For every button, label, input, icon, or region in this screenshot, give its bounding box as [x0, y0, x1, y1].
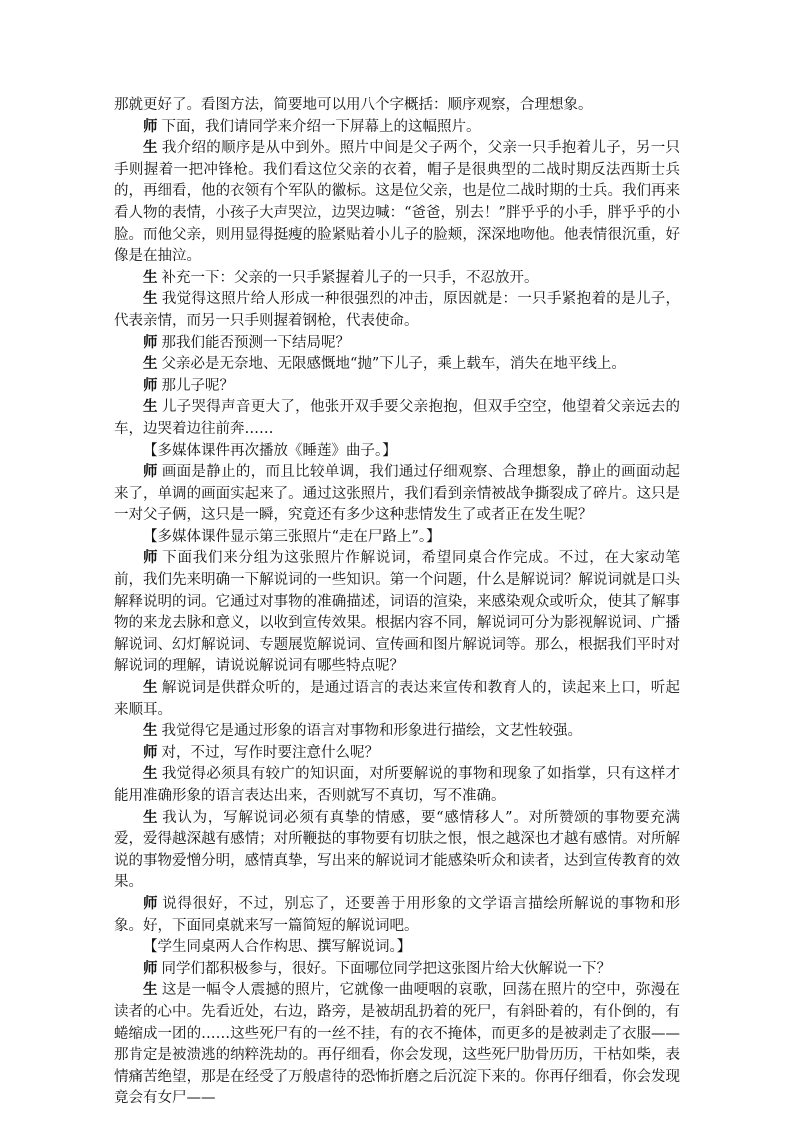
speaker-label: 生: [143, 140, 158, 157]
speaker-label: 生: [143, 399, 158, 416]
speaker-label: 师: [143, 895, 159, 912]
dialogue-paragraph: [114, 117, 680, 139]
paragraph-text: 儿子哭得声音更大了，他张开双手要父亲抱抱，但双手空空，他望着父亲远去的车，边哭着边往前奔……: [114, 399, 681, 437]
dialogue-paragraph: [114, 721, 680, 743]
speaker-label: 师: [143, 464, 158, 481]
dialogue-paragraph: [114, 764, 680, 807]
speaker-label: 师: [143, 744, 158, 761]
paragraph-text: 我觉得它是通过形象的语言对事物和形象进行描绘，文艺性较强。: [161, 723, 582, 740]
speaker-label: 师: [143, 550, 159, 567]
stage-note-paragraph: [114, 441, 680, 463]
paragraph-text: 那我们能否预测一下结局呢？: [161, 334, 350, 351]
speaker-label: 生: [143, 680, 158, 697]
paragraph-text: 【多媒体课件显示第三张照片“走在尸路上”。】: [143, 528, 441, 545]
speaker-label: 生: [143, 269, 158, 286]
speaker-label: 师: [143, 118, 158, 135]
dialogue-paragraph: [114, 95, 680, 117]
paragraph-text: 父亲必是无奈地、无限感慨地“抛”下儿子，乘上载车，消失在地平线上。: [161, 356, 626, 373]
dialogue-paragraph: [114, 808, 680, 894]
paragraph-text: 对，不过，写作时要注意什么呢？: [161, 744, 379, 761]
paragraph-text: 我觉得必须具有较广的知识面，对所要解说的事物和现象了如指掌，只有这样才能用准确形象的语言表达出来，否则就写不真切，写不准确。: [114, 766, 681, 804]
paragraph-text: 我介绍的顺序是从中到外。照片中间是父子两个，父亲一只手抱着儿子，另一只手则握着一把冲锋枪。我们看这位父亲的衣着，帽子是很典型的二战时期反法西斯士兵的，再细看，他的衣领有个军队的徽标。这是位父亲，也是位二战时期的士兵。我们再来看人物的表情，小孩子大声哭泣，边哭边喊：“爸爸，别去！”胖乎乎的小手，胖乎乎的小脸。而他父亲，则用显得挺瘦的脸紧贴着小儿子的脸颊，深深地吻他。他表情很沉重，好像是在抽泣。: [114, 140, 681, 265]
paragraph-text: 我觉得这照片给人形成一种很强烈的冲击，原因就是：一只手紧抱着的是儿子，代表亲情，而另一只手则握着钢枪，代表使命。: [114, 291, 681, 329]
dialogue-paragraph: [114, 138, 680, 268]
speaker-label: 生: [143, 809, 159, 826]
speaker-label: 生: [143, 982, 158, 999]
dialogue-paragraph: [114, 678, 680, 721]
paragraph-text: 那就更好了。看图方法，简要地可以用八个字概括：顺序观察，合理想象。: [114, 97, 593, 113]
dialogue-paragraph: [114, 959, 680, 981]
stage-note-paragraph: [114, 527, 680, 549]
paragraph-text: 补充一下：父亲的一只手紧握着儿子的一只手，不忍放开。: [161, 269, 539, 286]
dialogue-paragraph: [114, 894, 680, 937]
speaker-label: 师: [143, 960, 158, 977]
paragraph-text: 下面，我们请同学来介绍一下屏幕上的这幅照片。: [161, 118, 481, 135]
speaker-label: 生: [143, 766, 158, 783]
paragraph-text: 下面我们来分组为这张照片作解说词，希望同桌合作完成。不过，在大家动笔前，我们先来明确一下解说词的一些知识。第一个问题，什么是解说词？解说词就是口头解释说明的词。它通过对事物的准确描述，词语的渲染，来感染观众或听众，使其了解事物的来龙去脉和意义，以收到宣传效果。根据内容不同，解说词可分为影视解说词、广播解说词、幻灯解说词、专题展览解说词、宣传画和图片解说词等。那么，根据我们平时对解说词的理解，请说说解说词有哪些特点呢？: [114, 550, 680, 675]
paragraph-text: 解说词是供群众听的，是通过语言的表达来宣传和教育人的，读起来上口，听起来顺耳。: [114, 680, 681, 718]
dialogue-paragraph: [114, 354, 680, 376]
dialogue-paragraph: [114, 268, 680, 290]
stage-note-paragraph: [114, 937, 680, 959]
dialogue-paragraph: [114, 376, 680, 398]
speaker-label: 生: [143, 356, 158, 373]
paragraph-text: 【多媒体课件再次播放《睡莲》曲子。】: [143, 442, 397, 459]
speaker-label: 师: [143, 377, 158, 394]
dialogue-paragraph: [114, 397, 680, 440]
dialogue-paragraph: [114, 548, 680, 678]
speaker-label: 生: [143, 723, 158, 740]
paragraph-text: 【学生同桌两人合作构思、撰写解说词。】: [143, 939, 412, 956]
paragraph-text: 画面是静止的，而且比较单调，我们通过仔细观察、合理想象，静止的画面动起来了，单调的画面实起来了。通过这张照片，我们看到亲情被战争撕裂成了碎片。这只是一对父子俩，这只是一瞬，究竟还有多少这种悲情发生了或者正在发生呢？: [114, 464, 681, 524]
document-page: [114, 95, 680, 1110]
paragraph-text: 我认为，写解说词必须有真挚的情感，要“感情移人”。对所赞颂的事物要充满爱，爱得越深越有感情；对所鞭挞的事物要有切肤之恨，恨之越深也才越有感情。对所解说的事物爱憎分明，感情真挚，写出来的解说词才能感染听众和读者，达到宣传教育的效果。: [114, 809, 681, 891]
dialogue-paragraph: [114, 743, 680, 765]
paragraph-text: 那儿子呢？: [161, 377, 234, 394]
speaker-label: 生: [143, 291, 158, 308]
speaker-label: 师: [143, 334, 158, 351]
paragraph-text: 这是一幅令人震撼的照片，它就像一曲哽咽的哀歌，回荡在照片的空中，弥漫在读者的心中。先看近处，右边，路旁，是被胡乱扔着的死尸，有斜卧着的，有仆倒的，有蜷缩成一团的……这些死尸有的一丝不挂，有的衣不掩体，而更多的是被剥走了衣服——那肯定是被溃逃的纳粹洗劫的。再仔细看，你会发现，这些死尸肋骨历历，干枯如柴，表情痛苦绝望，那是在经受了万般虐待的恐怖折磨之后沉淀下来的。你再仔细看，你会发现竟会有女尸——: [114, 982, 681, 1107]
dialogue-paragraph: [114, 289, 680, 332]
dialogue-paragraph: [114, 980, 680, 1110]
paragraph-text: 说得很好，不过，别忘了，还要善于用形象的文学语言描绘所解说的事物和形象。好，下面同桌就来写一篇简短的解说词吧。: [114, 895, 680, 934]
paragraph-text: 同学们都积极参与，很好。下面哪位同学把这张图片给大伙解说一下？: [161, 960, 611, 977]
dialogue-paragraph: [114, 462, 680, 527]
dialogue-paragraph: [114, 333, 680, 355]
